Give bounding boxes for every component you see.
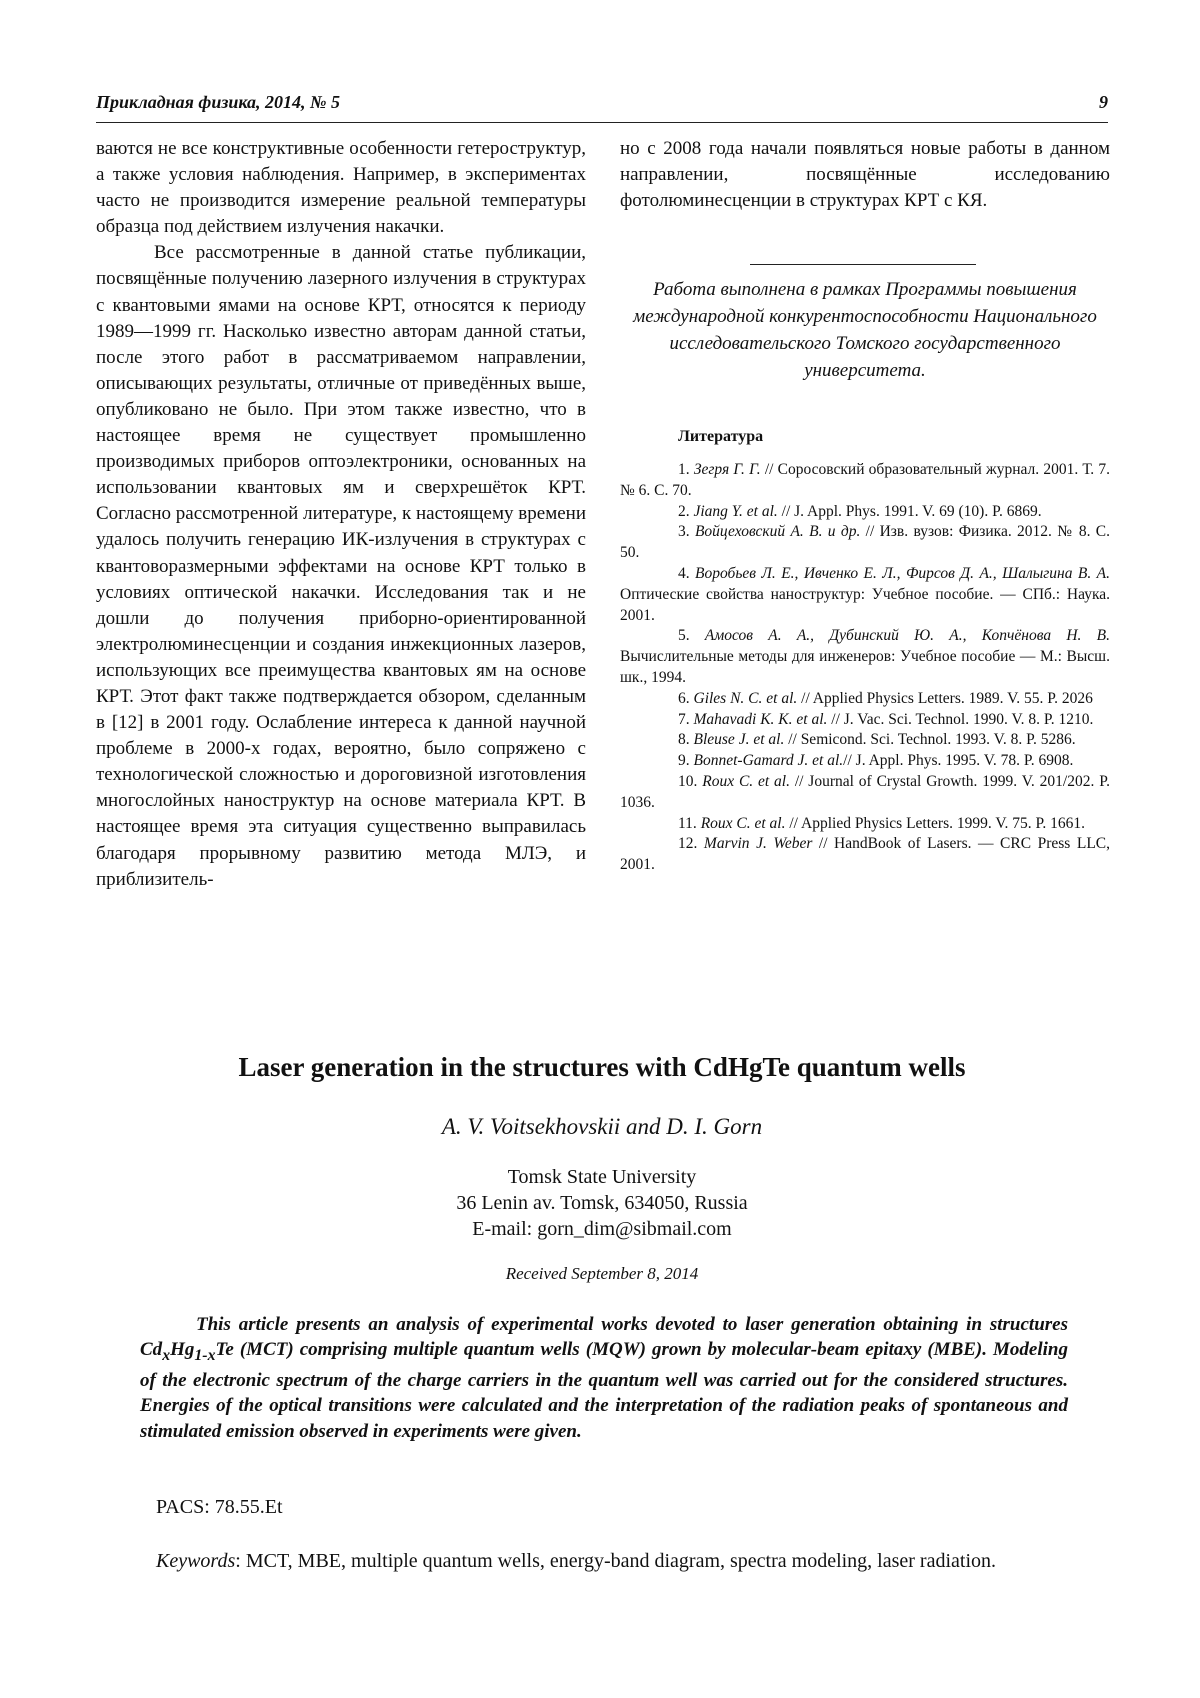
separator-rule [750, 264, 976, 265]
right-column [620, 136, 1110, 214]
address: 36 Lenin av. Tomsk, 634050, Russia [456, 1192, 748, 1214]
paragraph-right-continuation: но с 2008 года начали появляться новые работы в данном направлении, посвящённые исследованию фотолюминесценции в структурах КРТ с КЯ. [620, 138, 1110, 212]
reference-item: 7. Mahavadi K. K. et al. // J. Vac. Sci. Technol. 1990. V. 8. P. 1210. [678, 710, 1094, 728]
reference-item: 2. Jiang Y. et al. // J. Appl. Phys. 1991. V. 69 (10). P. 6869. [678, 502, 1042, 520]
keywords-label: Keywords [156, 1550, 236, 1572]
received-date: Received September 8, 2014 [505, 1264, 699, 1283]
pacs-code: PACS: 78.55.Et [156, 1496, 283, 1518]
reference-item: 11. Roux C. et al. // Applied Physics Letters. 1999. V. 75. P. 1661. [678, 814, 1086, 832]
reference-item: 6. Giles N. C. et al. // Applied Physics Letters. 1989. V. 55. P. 2026 [678, 689, 1093, 707]
email: E-mail: gorn_dim@sibmail.com [472, 1218, 732, 1240]
page-number: 9 [1099, 92, 1108, 112]
left-column [96, 136, 586, 893]
journal-title: Прикладная физика, 2014, № 5 [96, 92, 341, 112]
references-title: Литература [678, 428, 764, 445]
keywords-text: : MCT, MBE, multiple quantum wells, energy-band diagram, spectra modeling, laser radiation. [235, 1550, 997, 1572]
english-authors: A. V. Voitsekhovskii and D. I. Gorn [441, 1114, 763, 1139]
reference-item: 4. Воробьев Л. Е., Ивченко Е. Л., Фирсов Д. А., Шалыгина В. А. Оптические свойства наноструктур: Учебное пособие. — СПб.: Наука. 2001. [620, 564, 1111, 624]
reference-item: 8. Bleuse J. et al. // Semicond. Sci. Technol. 1993. V. 8. P. 5286. [678, 731, 1076, 749]
paragraph-main: Все рассмотренные в данной статье публикации, посвящённые получению лазерного излучения в структурах с квантовыми ямами на основе КРТ, относятся к периоду 1989—1999 гг. Насколько известно авторам данной статьи, после этого работ в рассматриваемом направлении, описывающих результаты, отличные от приведённых выше, опубликовано не было. При этом также известно, что в настоящее время не существует промышленно производимых приборов оптоэлектроники, основанных на использовании квантовых ям и сверхрешёток КРТ. Согласно рассмотренной литературе, к настоящему времени удалось получить генерацию ИК-излучения в структурах с квантоворазмерными эффектами на основе КРТ только в условиях оптической накачки. Исследования так и не дошли до получения приборно-ориентированной электролюминесценции и создания инжекционных лазеров, использующих все преимущества квантовых ям на основе КРТ. Этот факт также подтверждается обзором, сделанным в [12] в 2001 году. Ослабление интереса к данной научной проблеме в 2000-х годах, вероятно, было сопряжено с технологической сложностью и дороговизной изготовления многослойных наноструктур на основе материала КРТ. В настоящее время эта ситуация существенно выправилась благодаря прорывному развитию метода МЛЭ, и приблизитель- [96, 242, 586, 890]
paragraph-continuation: ваются не все конструктивные особенности гетероструктур, а также условия наблюдения. Например, в экспериментах часто не производится измерение реальной температуры образца под действием излучения накачки. [96, 138, 586, 238]
english-affiliation-block [96, 1164, 1108, 1242]
reference-item: 3. Войцеховский А. В. и др. // Изв. вузов: Физика. 2012. № 8. С. 50. [620, 523, 1110, 562]
keywords [156, 1550, 1116, 1573]
abstract: This article presents an analysis of experimental works devoted to laser generation obtaining in structures $Cd_xHg_{1-x}Te$ (MCT) comprising multiple quantum wells (MQW) grown by molecular-beam epitaxy (MBE). Modeling of the electronic spectrum of the charge carriers in the quantum well was carried out for the considered structures. Energies of the optical transitions were calculated and the interpretation of the radiation peaks of spontaneous and stimulated emission observed in experiments were given. [140, 1314, 1068, 1442]
reference-item: 5. Амосов А. А., Дубинский Ю. А., Копчёнова Н. В. Вычислительные методы для инженеров: Учебное пособие — М.: Высш. шк., 1994. [620, 627, 1111, 686]
english-article-title: Laser generation in the structures with CdHgTe quantum wells [238, 1052, 966, 1082]
reference-item: 9. Bonnet-Gamard J. et al.// J. Appl. Phys. 1995. V. 78. P. 6908. [678, 752, 1074, 770]
reference-item: 10. Roux C. et al. // Journal of Crystal Growth. 1999. V. 201/202. P. 1036. [620, 772, 1110, 811]
affiliation: Tomsk State University [507, 1166, 697, 1188]
reference-item: 1. Зегря Г. Г. // Соросовский образовательный журнал. 2001. Т. 7. № 6. С. 70. [620, 461, 1111, 499]
reference-item: 12. Marvin J. Weber // HandBook of Lasers. — CRC Press LLC, 2001. [620, 835, 1110, 874]
acknowledgment: Работа выполнена в рамках Программы повышения международной конкурентоспособности Национального исследовательского Томского государственного университета. [633, 279, 1097, 381]
running-header [96, 92, 1108, 123]
references-list [620, 460, 1110, 876]
